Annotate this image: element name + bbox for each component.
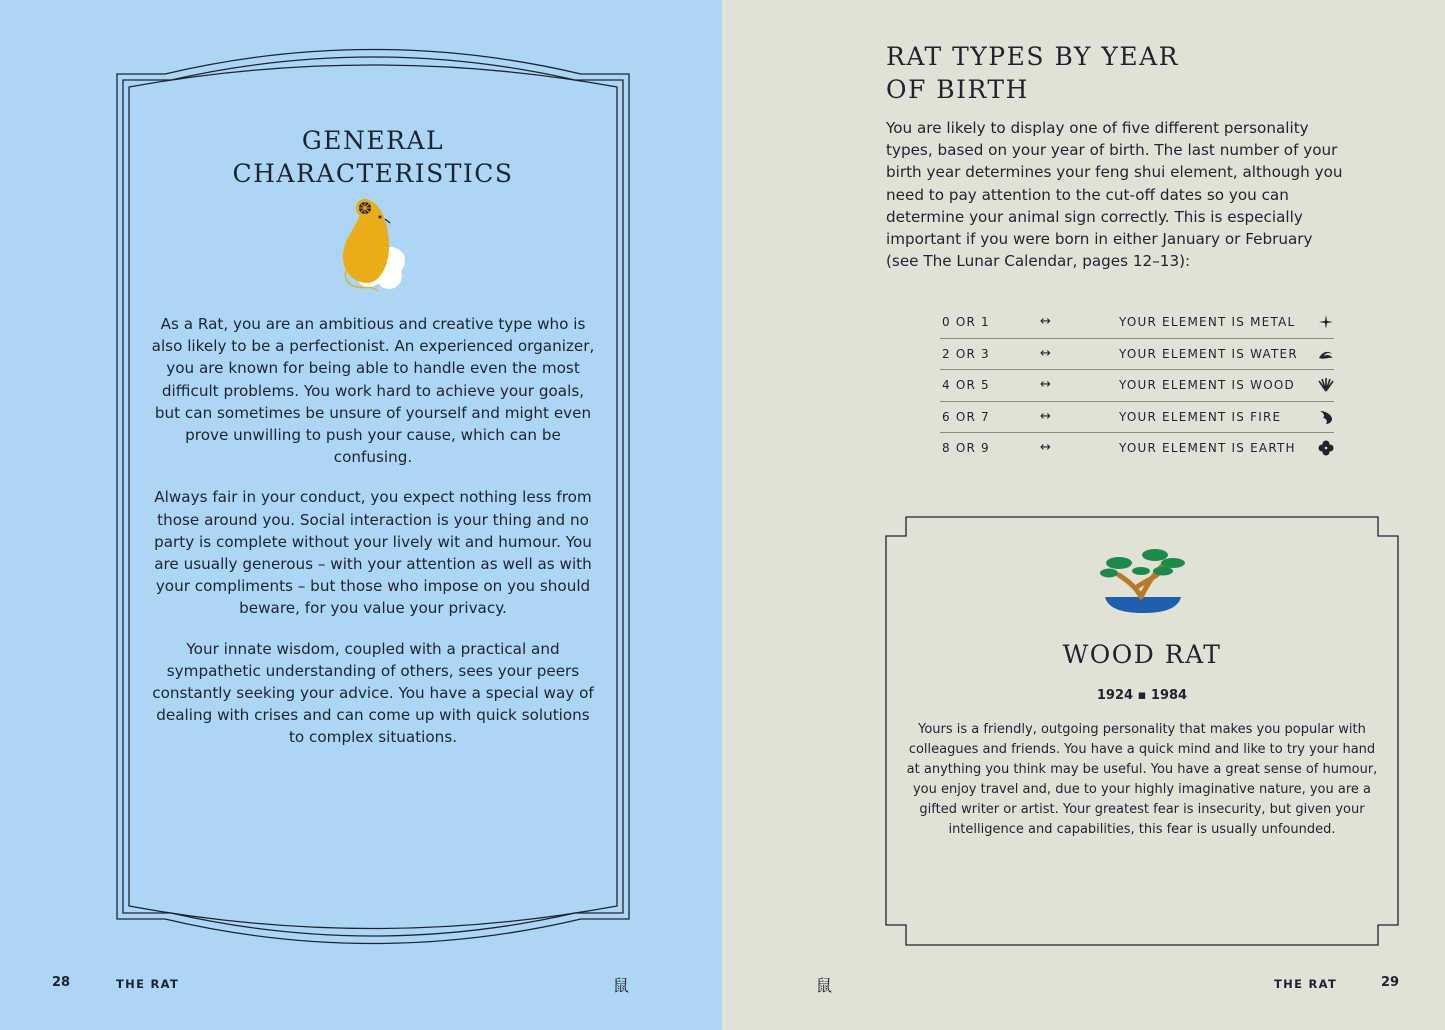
element-label: YOUR ELEMENT IS EARTH xyxy=(1119,441,1296,455)
birth-year-digits: 0 OR 1 xyxy=(942,315,990,329)
rat-types-heading xyxy=(886,40,1346,106)
general-characteristics-body xyxy=(150,313,596,767)
wood-rat-years: 1924 ▪ 1984 xyxy=(1096,688,1188,703)
rat-icon xyxy=(333,195,413,295)
element-row xyxy=(940,307,1334,339)
heading-line-1: RAT TYPES BY YEAR xyxy=(886,42,1179,71)
birth-year-digits: 4 OR 5 xyxy=(942,378,990,392)
paragraph: Always fair in your conduct, you expect nothing less from those around you. Social interaction is your thing and no party is complete without your lively wit and humour. You are usually generous – with your attention as well as with your compliments – but those who impose on you should beware, for you value your privacy. xyxy=(154,488,592,618)
double-arrow-icon: ↔ xyxy=(1040,377,1051,392)
wood-rat-heading: WOOD RAT xyxy=(1062,640,1222,669)
element-row xyxy=(940,402,1334,434)
page-number-right: 29 xyxy=(1381,975,1400,990)
rat-types-intro: You are likely to display one of five different personality types, based on your year of birth. The last number of your birth year determines your feng shui element, although you need to pay attention to the cut-off dates so you can determine your animal sign correctly. This is especially important if you were born in either January or February (see The Lunar Calendar, pages 12–13): xyxy=(886,119,1343,271)
heading-line-2: CHARACTERISTICS xyxy=(232,159,514,188)
page-number-left: 28 xyxy=(52,975,71,990)
general-characteristics-heading xyxy=(130,124,616,190)
element-row xyxy=(940,339,1334,371)
element-table xyxy=(940,307,1334,465)
element-row xyxy=(940,433,1334,465)
rat-character-left: 鼠 xyxy=(613,976,630,995)
metal-icon xyxy=(1318,314,1334,330)
double-arrow-icon: ↔ xyxy=(1040,440,1051,455)
birth-year-digits: 8 OR 9 xyxy=(942,441,990,455)
double-arrow-icon: ↔ xyxy=(1040,345,1051,361)
element-label: YOUR ELEMENT IS METAL xyxy=(1119,315,1296,329)
paragraph: Your innate wisdom, coupled with a practical and sympathetic understanding of others, sees your peers constantly seeking your advice. You have a special way of dealing with crises and can come up with quick solutions to complex situations. xyxy=(152,639,594,747)
running-head-right: THE RAT xyxy=(1274,977,1338,991)
heading-line-2: OF BIRTH xyxy=(886,75,1029,104)
birth-year-digits: 2 OR 3 xyxy=(942,346,990,361)
earth-icon xyxy=(1318,440,1334,456)
paragraph: As a Rat, you are an ambitious and creative type who is also likely to be a perfectionist. An experienced organizer, you are known for being able to handle even the most difficult problems. You work hard to achieve your goals, but can sometimes be unsure of yourself and might even prove unwilling to push your cause, which can be confusing. xyxy=(151,315,595,467)
element-row xyxy=(940,370,1334,402)
fire-icon xyxy=(1318,409,1334,425)
wood-icon xyxy=(1318,377,1334,393)
water-icon xyxy=(1318,346,1334,362)
running-head-left: THE RAT xyxy=(116,977,180,991)
wood-rat-description: Yours is a friendly, outgoing personality that makes you popular with colleagues and friends. You have a quick mind and like to try your hand at anything you think may be useful. You have a great sense of humour, you enjoy travel and, due to your highly imaginative nature, you are a gifted writer or artist. Your greatest fear is insecurity, but given your intelligence and capabilities, this fear is usually unfounded. xyxy=(906,722,1378,837)
double-arrow-icon: ↔ xyxy=(1040,314,1051,329)
rat-character-right: 鼠 xyxy=(816,976,833,995)
double-arrow-icon: ↔ xyxy=(1040,408,1051,424)
element-label: YOUR ELEMENT IS WATER xyxy=(1119,346,1298,361)
heading-line-1: GENERAL xyxy=(301,126,445,155)
element-label: YOUR ELEMENT IS WOOD xyxy=(1119,378,1295,392)
bonsai-tree-icon xyxy=(1097,545,1189,615)
element-label: YOUR ELEMENT IS FIRE xyxy=(1119,409,1282,424)
birth-year-digits: 6 OR 7 xyxy=(942,409,990,424)
